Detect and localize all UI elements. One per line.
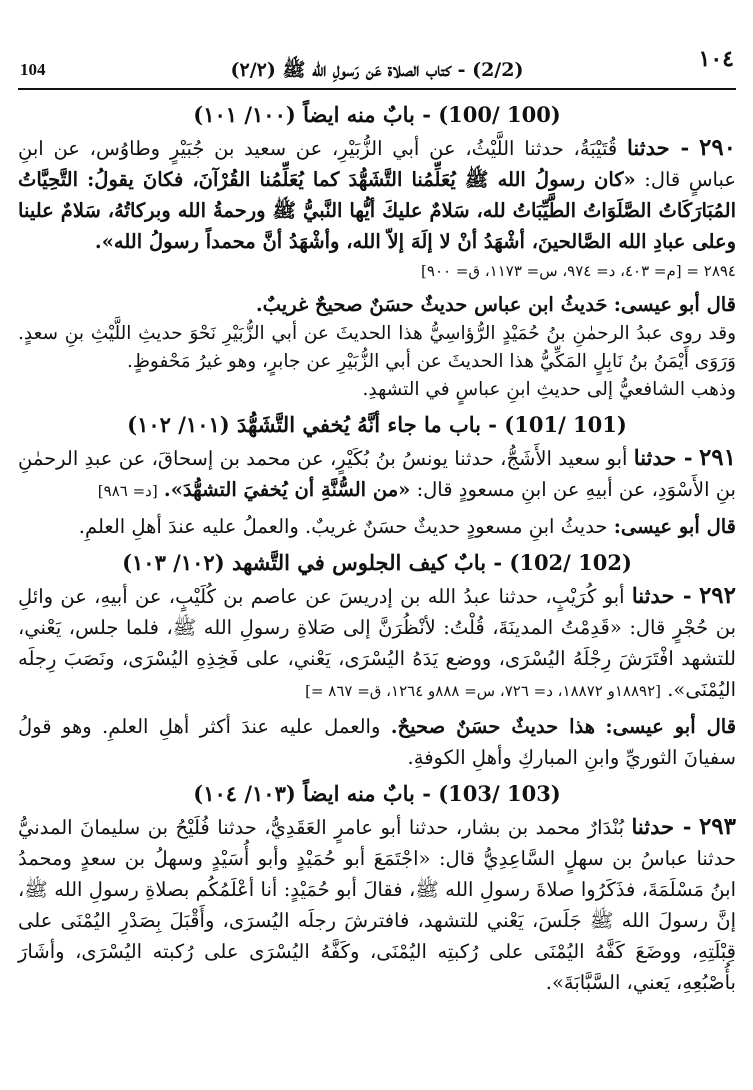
chapter-latin-number: (103/ 103) [438, 781, 561, 806]
chapter-heading [18, 410, 736, 440]
hadith-opening-word: حدثنا [627, 135, 670, 160]
chapter-arabic-number: (١٠٠/ ١٠١) [193, 102, 296, 127]
hadith-293: ٢٩٣ - حدثنا بُنْدَارٌ محمد بن بشار، حدثنا أبو عامرٍ العَقَدِيُّ، حدثنا فُلَيْحُ بن سليمانَ المدنيُّ حدثنا عباسُ بن سهلٍ السَّاعِدِيُّ قال: «اجْتَمَعَ أبو حُمَيْدٍ وأبو أُسَيْدٍ وسهلُ بن سعدٍ ومحمدُ ابنُ مَسْلَمَةَ، فذَكَرُوا صلاةَ رسولِ الله ﷺ، فقالَ أبو حُمَيْدٍ: أنا أعْلَمُكُم بصلاةِ رسولِ الله ﷺ، إنَّ رسولَ الله ﷺ جَلَسَ، يَعْني للتشهد، فافترشَ رجلَه اليُسرَى، وأَقْبَلَ بِصَدْرِ اليُمْنَى على قِبْلَتِهِ، ووضَعَ كَفَّهُ اليُمْنَى على رُكبتِه اليُمْنَى، وكَفَّهُ اليُسْرَى على رُكبته اليُسْرَى، وأشَارَ بأُصْبُعِهِ، يَعني، السَّبَّابَةَ». [18, 813, 737, 994]
page-header [18, 44, 736, 90]
hadith-chain: بُنْدَارٌ محمد بن بشار، حدثنا أبو عامرٍ العَقَدِيُّ، حدثنا فُلَيْحُ بن سليمانَ المدنيُّ حدثنا عباسُ بن سهلٍ السَّاعِدِيُّ قال: [18, 816, 737, 870]
chapter-title: - بابٌ كيف الجلوس في التَّشهد [231, 550, 503, 575]
isa-grade: هذا حديثٌ حسَنٌ صحيحٌ. [390, 715, 596, 738]
chapter-latin-number: (100/ 100) [438, 102, 561, 127]
hadith-290: ٢٩٠ - حدثنا قُتَيْبَةُ، حدثنا اللَّيْثُ، عن أبي الزُّبَيْرِ، عن سعيد بن جُبَيْرٍ وطاوُس، عن ابنِ عباسٍ قال: «كان رسولُ الله ﷺ يُعَلِّمُنا التَّشَهُّدَ كما يُعَلِّمُنا القُرْآنَ، فكانَ يقولُ: التَّحِيَّاتُ المُبَارَكَاتُ الصَّلَوَاتُ الطَّيِّبَاتُ لله، سَلامٌ عليكَ أيُّها النَّبيُّ ﷺ ورحمةُ الله وبركاتُهُ، سَلامٌ علينا وعلى عبادِ الله الصَّالحينَ، أشْهَدُ أنْ لا إلَهَ إلاّ الله، وأشْهَدُ أنَّ محمداً رسولُ الله». [18, 134, 737, 253]
commentary-note: وقد روى عبدُ الرحمٰنِ بنُ حُمَيْدٍ الرُّؤاسِيُّ هذا الحديثَ عن أبي الزُّبَيْرِ نَحْوَ حديثِ اللَّيْثِ بنِ سعدٍ. وَرَوَى أَيْمَنُ بنُ نَابِلٍ المَكِّيُّ هذا الحديثَ عن أبي الزُّبَيْرِ عن جابرٍ، وهو غيرُ مَحْفوظٍ. [18, 323, 736, 372]
isa-verdict [18, 711, 736, 773]
chapter-arabic-number: (١٠١/ ١٠٢) [127, 412, 230, 437]
isa-label: قال أبو عيسى: [613, 293, 736, 316]
hadith-number: ٢٩٠ [698, 134, 737, 161]
chapter-latin-number: (102/ 102) [509, 550, 632, 575]
hadith-references: [د= ٩٨٦] [97, 482, 158, 500]
hadith-291: ٢٩١ - حدثنا أبو سعيد الأَشَجُّ، حدثنا يونسُ بنُ بُكَيْرٍ، عن محمد بن إسحاقَ، عن عبدِ الرحمٰنِ بنِ الأَسْوَدِ، عن أبيهِ عن ابنِ مسعودٍ قال: «من السُّنَّةِ أن يُخفيَ التشهُّدَ». [د= ٩٨٦] [18, 444, 736, 501]
hadith-number: ٢٩٢ [698, 582, 737, 609]
chapter-arabic-number: (١٠٢/ ١٠٣) [122, 550, 225, 575]
hadith-opening-word: حدثنا [631, 814, 675, 839]
hadith-opening-word: حدثنا [631, 583, 675, 608]
commentary-note: وذهب الشافعيُّ إلى حديثِ ابنِ عباسٍ في التشهدِ. [362, 379, 736, 400]
isa-verdict [18, 289, 736, 320]
running-title: (2/2) - كتاب الصلاة عَن رَسولِ الله ﷺ (٢/٢) [230, 59, 524, 81]
page-number-latin: 104 [20, 60, 46, 79]
hadith-chain: أبو سعيد الأَشَجُّ، حدثنا يونسُ بنُ بُكَيْرٍ، عن محمد بن إسحاقَ، عن عبدِ الرحمٰنِ بنِ الأَسْوَدِ، عن أبيهِ عن ابنِ مسعودٍ قال: [18, 447, 736, 501]
hadith-number: ٢٩٣ [698, 813, 737, 840]
isa-label: قال أبو عيسى: [605, 715, 737, 738]
chapter-title: - بابٌ منه ايضاً [303, 102, 431, 127]
hadith-number: ٢٩١ [698, 444, 736, 471]
hadith-text: «كان رسولُ الله ﷺ يُعَلِّمُنا التَّشَهُّدَ كما يُعَلِّمُنا القُرْآنَ، فكانَ يقولُ: التَّحِيَّاتُ المُبَارَكَاتُ الصَّلَوَاتُ الطَّيِّبَاتُ لله، سَلامٌ عليكَ أيُّها النَّبيُّ ﷺ ورحمةُ الله وبركاتُهُ، سَلامٌ علينا وعلى عبادِ الله الصَّالحينَ، أشْهَدُ أنْ لا إلَهَ إلاّ الله، وأشْهَدُ أنَّ محمداً رسولُ الله». [18, 168, 736, 253]
hadith-text: «اجْتَمَعَ أبو حُمَيْدٍ وأبو أُسَيْدٍ وسهلُ بن سعدٍ ومحمدُ ابنُ مَسْلَمَةَ، فذَكَرُوا صلاةَ رسولِ الله ﷺ، فقالَ أبو حُمَيْدٍ: أنا أعْلَمُكُم بصلاةِ رسولِ الله ﷺ، إنَّ رسولَ الله ﷺ جَلَسَ، يَعْني للتشهد، فافترشَ رجلَه اليُسرَى، وأَقْبَلَ بِصَدْرِ اليُمْنَى على قِبْلَتِهِ، ووضَعَ كَفَّهُ اليُمْنَى على رُكبتِه اليُمْنَى، وكَفَّهُ اليُسْرَى على رُكبته اليُسْرَى، وأشَارَ بأُصْبُعِهِ، يَعني، السَّبَّابَةَ». [18, 847, 736, 994]
isa-grade: حديثُ ابنِ مسعودٍ حديثٌ حسَنٌ غريبٌ. والعملُ عليه عندَ أهلِ العلمِ. [78, 515, 608, 538]
page-body [18, 90, 736, 998]
isa-comment: والعمل عليه عندَ أكثر أهلِ العلمِ. وهو قولُ سفيانَ الثوريِّ وابنِ المباركِ وأهلِ الكوفةِ. [18, 715, 736, 769]
chapter-heading [18, 548, 736, 578]
hadith-references [18, 257, 736, 285]
reference-rest: [م= ٤٠٣، د= ٩٧٤، س= ١١٧٣، ق= ٩٠٠] [421, 262, 682, 280]
hadith-text: «قَدِمْتُ المدينَةَ، قُلْتُ: لأنْظُرَنَّ إلى صَلاةِ رسولِ الله ﷺ، فلما جلس، يَعْني، للتشهد افْتَرَشَ رِجْلَهُ اليُسْرَى، ووضع يَدَهُ اليُسْرَى، يَعْني، على فَخِذِهِ اليُسْرَى، ونَصَبَ رِجلَه اليُمْنَى». [18, 616, 736, 701]
isa-grade: حَديثُ ابن عباس حديثٌ حسَنٌ صحيحٌ غريبٌ. [255, 293, 608, 316]
reference-main: = ٢٨٩٤ [686, 262, 736, 280]
hadith-chain: قُتَيْبَةُ، حدثنا اللَّيْثُ، عن أبي الزُّبَيْرِ، عن سعيد بن جُبَيْرٍ وطاوُس، عن ابنِ عباسٍ قال: [18, 137, 737, 191]
hadith-text: «من السُّنَّةِ أن يُخفيَ التشهُّدَ». [163, 478, 411, 501]
isa-label: قال أبو عيسى: [613, 515, 736, 538]
page-number-arabic: ١٠٤ [698, 46, 734, 72]
chapter-heading [18, 100, 736, 130]
hadith-opening-word: حدثنا [633, 445, 677, 470]
hadith-references: [= ١٨٨٩٢و ١٨٨٧٢، د= ٧٢٦، س= ٨٨٨و ١٢٦٤، ق= ٨٦٧] [305, 682, 661, 700]
chapter-title: - باب ما جاء أنَّهُ يُخفي التَّشَهُّدَ [237, 412, 497, 437]
chapter-title: - بابٌ منه ايضاً [303, 781, 431, 806]
hadith-292: ٢٩٢ - حدثنا أبو كُرَيْبٍ، حدثنا عبدُ الله بن إدريسَ عن عاصم بن كُلَيْبٍ، عن أبيهِ، عن وائلِ بن حُجْرٍ قال: «قَدِمْتُ المدينَةَ، قُلْتُ: لأنْظُرَنَّ إلى صَلاةِ رسولِ الله ﷺ، فلما جلس، يَعْني، للتشهد افْتَرَشَ رِجْلَهُ اليُسْرَى، ووضع يَدَهُ اليُسْرَى، يَعْني، على فَخِذِهِ اليُسْرَى، ونَصَبَ رِجلَه اليُمْنَى». [= ١٨٨٩٢و ١٨٨٧٢، د= ٧٢٦، س= ٨٨٨و ١٢٦٤، ق= ٨٦٧] [18, 582, 737, 701]
chapter-latin-number: (101/ 101) [504, 412, 627, 437]
chapter-arabic-number: (١٠٣/ ١٠٤) [193, 781, 296, 806]
book-page [18, 44, 736, 1074]
chapter-heading [18, 779, 736, 809]
hadith-chain: أبو كُرَيْبٍ، حدثنا عبدُ الله بن إدريسَ عن عاصم بن كُلَيْبٍ، عن أبيهِ، عن وائلِ بن حُجْرٍ قال: [18, 585, 737, 639]
isa-verdict [18, 511, 736, 542]
